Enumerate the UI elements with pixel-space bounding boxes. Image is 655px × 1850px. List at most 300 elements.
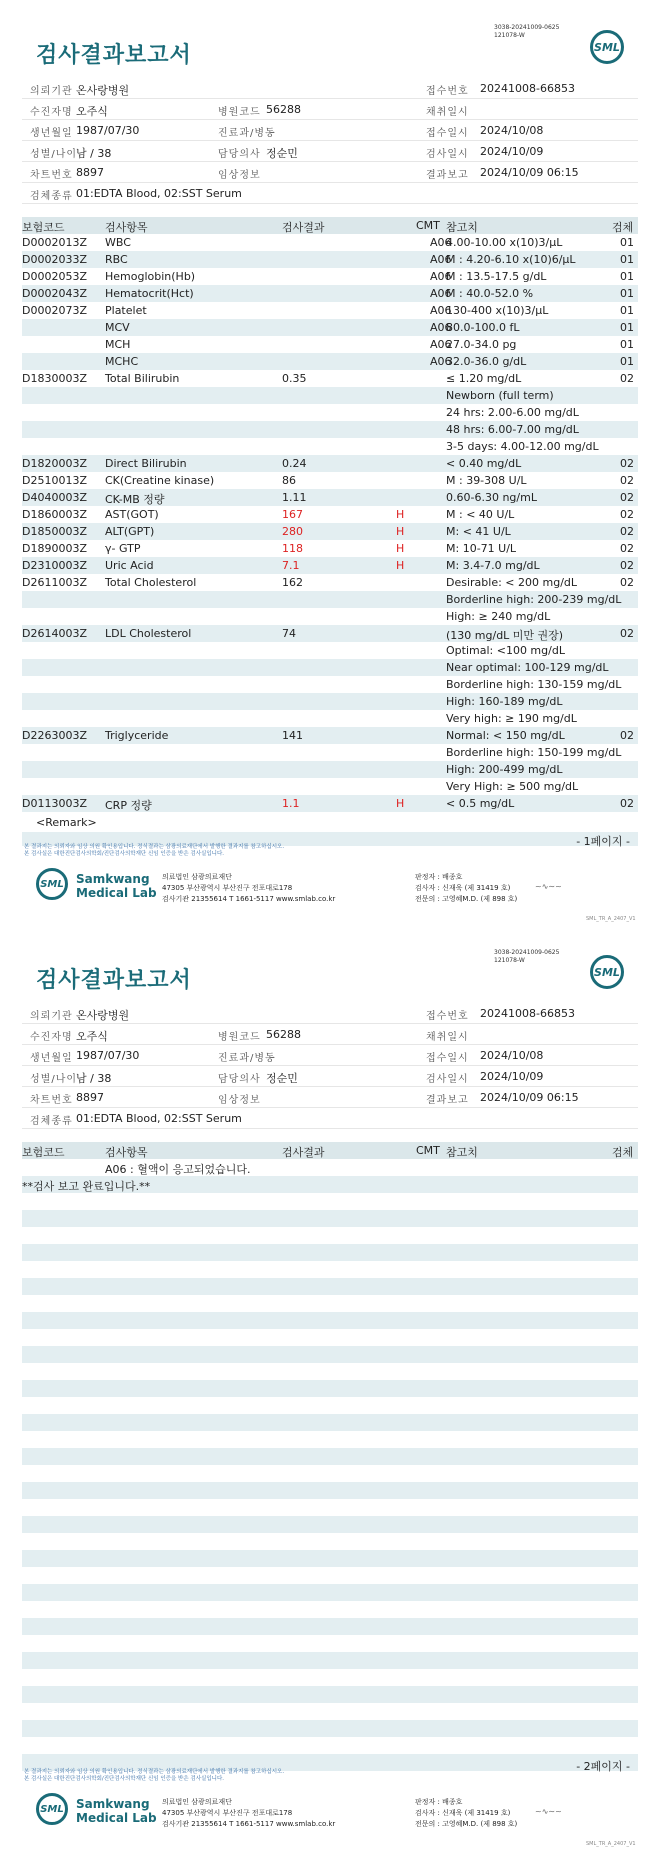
doctor-value-p2: 정순민: [266, 1072, 298, 1085]
cell-spec: 02: [620, 491, 634, 504]
cell-code: D1850003Z: [22, 525, 87, 538]
cell-cmt: A06: [430, 338, 452, 351]
cell-ref: M : 39-308 U/L: [446, 474, 527, 487]
cell-name: Triglyceride: [105, 729, 169, 742]
requester-label-p2: 의뢰기관: [30, 1011, 73, 1022]
cell-code: D0113003Z: [22, 797, 87, 810]
cell-result: 0.35: [282, 372, 307, 385]
patient-info-p2: [22, 1003, 638, 1129]
table-header: [22, 217, 638, 234]
cell-cmt: A06: [430, 321, 452, 334]
cell-spec: 02: [620, 729, 634, 742]
sml-logo-icon: SML: [590, 30, 624, 64]
footer-sign-2-p2: 검사자 : 신재욱 (제 31419 호): [415, 1809, 511, 1817]
cell-result: 86: [282, 474, 296, 487]
sexage-label-p2: 성별/나이: [30, 1074, 78, 1085]
cell-ref: Very high: ≥ 190 mg/dL: [446, 712, 577, 725]
table-row: [22, 591, 638, 608]
cell-ref: M: 10-71 U/L: [446, 542, 517, 555]
hospital-code-value-p2: 56288: [266, 1028, 301, 1041]
header-cmt-p2: CMT: [416, 1144, 440, 1157]
cell-ref: < 0.5 mg/dL: [446, 797, 515, 810]
table-row: [22, 693, 638, 710]
cell-flag: H: [396, 559, 405, 572]
table-row: [22, 642, 638, 659]
comment-text: A06 : 혈액이 응고되었습니다.: [105, 1163, 251, 1176]
footer-logo-icon: SML: [36, 868, 68, 900]
dob-value: 1987/07/30: [76, 124, 140, 137]
dob-label-p2: 생년월일: [30, 1053, 73, 1064]
blank-row: [22, 1193, 638, 1210]
header-spec-p2: 검체: [612, 1146, 634, 1159]
header-code-p2: 보험코드: [22, 1146, 65, 1159]
cell-ref: 80.0-100.0 fL: [446, 321, 520, 334]
table-row: [22, 676, 638, 693]
patient-label-p2: 수진자명: [30, 1032, 73, 1043]
blank-row: [22, 1312, 638, 1329]
complete-text: **검사 보고 완료입니다.**: [22, 1180, 151, 1193]
results-table: [22, 217, 638, 812]
table-row: [22, 659, 638, 676]
cell-name: WBC: [105, 236, 131, 249]
blank-row: [22, 1618, 638, 1635]
cell-result: 74: [282, 627, 296, 640]
patient-value: 오주식: [76, 105, 108, 118]
cell-code: D2263003Z: [22, 729, 87, 742]
cell-cmt: A06: [430, 270, 452, 283]
cell-ref: 32.0-36.0 g/dL: [446, 355, 527, 368]
cell-flag: H: [396, 542, 405, 555]
header-ref: 참고치: [446, 221, 478, 234]
table-row: [22, 778, 638, 795]
accession-value: 20241008-66853: [480, 82, 575, 95]
cell-code: D1820003Z: [22, 457, 87, 470]
header-cmt: CMT: [416, 219, 440, 232]
patient-info: [22, 78, 638, 204]
chart-value-p2: 8897: [76, 1091, 104, 1104]
cell-code: D0002013Z: [22, 236, 87, 249]
blank-row: [22, 1295, 638, 1312]
accession-label: 접수번호: [426, 86, 469, 97]
cell-name: Direct Bilirubin: [105, 457, 187, 470]
cell-ref: 3-5 days: 4.00-12.00 mg/dL: [446, 440, 599, 453]
cell-name: CK-MB 정량: [105, 493, 165, 506]
cell-name: γ- GTP: [105, 542, 141, 555]
table-body: [22, 234, 638, 812]
cell-ref: M : 13.5-17.5 g/dL: [446, 270, 547, 283]
specimen-value-p2: 01:EDTA Blood, 02:SST Serum: [76, 1112, 242, 1125]
table-row: [22, 574, 638, 591]
footer-org-1: 의료법인 삼광의료재단: [162, 873, 232, 881]
blank-row: [22, 1227, 638, 1244]
chart-label-p2: 차트번호: [30, 1095, 73, 1106]
requester-value: 온사랑병원: [76, 84, 130, 97]
complete-row: [22, 1176, 638, 1193]
table-row: [22, 625, 638, 642]
reported-value-p2: 2024/10/09 06:15: [480, 1091, 579, 1104]
footer-note-2-p2: 본 검사실은 대한진단검사의학회/진단검사의학재단 신임 인증을 받은 검사실입니다.: [24, 1776, 225, 1782]
footer-org-3: 검사기관 21355614 T 1661-5117 www.smlab.co.kr: [162, 895, 336, 903]
cell-name: RBC: [105, 253, 128, 266]
table-row: [22, 234, 638, 251]
header-spec: 검체: [612, 221, 634, 234]
sexage-value: 남 / 38: [76, 147, 112, 160]
received-label: 접수일시: [426, 128, 469, 139]
cell-code: D1860003Z: [22, 508, 87, 521]
table-row: [22, 744, 638, 761]
footer-note-1: 본 결과지는 의뢰자와 임상 의원 확인용입니다. 정식결과는 삼광의료재단에서 발행한 결과지를 참고하십시오.: [24, 844, 285, 850]
page-number-p2: - 2페이지 -: [576, 1760, 630, 1773]
cell-name: MCH: [105, 338, 131, 351]
cell-code: D0002053Z: [22, 270, 87, 283]
cell-ref: High: 200-499 mg/dL: [446, 763, 563, 776]
cell-spec: 02: [620, 627, 634, 640]
cell-result: 280: [282, 525, 303, 538]
cell-ref: M : < 40 U/L: [446, 508, 515, 521]
table-row: [22, 608, 638, 625]
table-row: [22, 710, 638, 727]
footer-brand-p2: [76, 1797, 157, 1825]
cell-spec: 01: [620, 338, 634, 351]
cell-code: D4040003Z: [22, 491, 87, 504]
cell-cmt: A06: [430, 253, 452, 266]
form-version-p2: SML_TR_A_2407_V1: [586, 1841, 636, 1847]
hospital-code-label-p2: 병원코드: [218, 1032, 261, 1043]
cell-name: ALT(GPT): [105, 525, 155, 538]
footer-logo-icon-p2: SML: [36, 1793, 68, 1825]
specimen-label: 검체종류: [30, 191, 73, 202]
blank-row: [22, 1516, 638, 1533]
collected-label: 채취일시: [426, 107, 469, 118]
cell-ref: < 0.40 mg/dL: [446, 457, 522, 470]
table-row: [22, 506, 638, 523]
table-row: [22, 336, 638, 353]
header-name-p2: 검사항목: [105, 1146, 148, 1159]
blank-row: [22, 1278, 638, 1295]
table-row: [22, 472, 638, 489]
table-row: [22, 557, 638, 574]
sexage-label: 성별/나이: [30, 149, 78, 160]
footer-notes: [24, 844, 284, 858]
footer-sign-2: 검사자 : 신재욱 (제 31419 호): [415, 884, 511, 892]
cell-cmt: A06: [430, 355, 452, 368]
cell-cmt: A06: [430, 304, 452, 317]
received-value-p2: 2024/10/08: [480, 1049, 544, 1062]
cell-name: Hemoglobin(Hb): [105, 270, 196, 283]
cell-ref: 48 hrs: 6.00-7.00 mg/dL: [446, 423, 579, 436]
cell-spec: 02: [620, 797, 634, 810]
cell-name: MCV: [105, 321, 130, 334]
table-row: [22, 319, 638, 336]
blank-row: [22, 1482, 638, 1499]
cell-ref: Desirable: < 200 mg/dL: [446, 576, 578, 589]
dob-value-p2: 1987/07/30: [76, 1049, 140, 1062]
cell-spec: 02: [620, 372, 634, 385]
footer-org-p2: [162, 1797, 335, 1830]
collected-label-p2: 채취일시: [426, 1032, 469, 1043]
cell-result: 0.24: [282, 457, 307, 470]
blank-row: [22, 1414, 638, 1431]
table-row: [22, 795, 638, 812]
report-code-line2: 121078-W: [494, 32, 525, 39]
blank-row: [22, 1380, 638, 1397]
cell-result: 7.1: [282, 559, 300, 572]
cell-ref: Borderline high: 150-199 mg/dL: [446, 746, 622, 759]
blank-row: [22, 1550, 638, 1567]
cell-ref: 0.60-6.30 ng/mL: [446, 491, 537, 504]
header-code: 보험코드: [22, 221, 65, 234]
footer-brand: [76, 872, 157, 900]
cell-ref: 4.00-10.00 x(10)3/μL: [446, 236, 563, 249]
footer-brand-2: Medical Lab: [76, 886, 157, 900]
cell-name: AST(GOT): [105, 508, 159, 521]
cell-spec: 01: [620, 270, 634, 283]
table-row: [22, 455, 638, 472]
footer-note-2: 본 검사실은 대한진단검사의학회/진단검사의학재단 신임 인증을 받은 검사실입니다.: [24, 851, 225, 857]
patient-label: 수진자명: [30, 107, 73, 118]
specimen-label-p2: 검체종류: [30, 1116, 73, 1127]
cell-ref: Newborn (full term): [446, 389, 554, 402]
report-title: 검사결과보고서: [36, 43, 192, 68]
blank-row: [22, 1499, 638, 1516]
table-row: [22, 523, 638, 540]
tested-value: 2024/10/09: [480, 145, 544, 158]
blank-row: [22, 1533, 638, 1550]
footer-signatories-p2: [415, 1797, 517, 1830]
blank-row: [22, 1686, 638, 1703]
footer-sign-1: 판정자 : 배종호: [415, 873, 463, 881]
cell-ref: ≤ 1.20 mg/dL: [446, 372, 522, 385]
cell-ref: M: < 41 U/L: [446, 525, 511, 538]
cell-spec: 01: [620, 304, 634, 317]
cell-ref: M : 4.20-6.10 x(10)6/μL: [446, 253, 576, 266]
table-row: [22, 540, 638, 557]
cell-name: Uric Acid: [105, 559, 154, 572]
cell-ref: Very High: ≥ 500 mg/dL: [446, 780, 579, 793]
doctor-label-p2: 담당의사: [218, 1074, 261, 1085]
cell-spec: 02: [620, 508, 634, 521]
cell-name: Platelet: [105, 304, 147, 317]
blank-row: [22, 1329, 638, 1346]
cell-spec: 02: [620, 576, 634, 589]
cell-flag: H: [396, 797, 405, 810]
blank-row: [22, 1397, 638, 1414]
footer-sign-3: 전문의 : 고영혜M.D. (제 898 호): [415, 895, 518, 903]
report-code: [494, 24, 559, 40]
reported-value: 2024/10/09 06:15: [480, 166, 579, 179]
form-version: SML_TR_A_2407_V1: [586, 916, 636, 922]
cell-ref: Borderline high: 130-159 mg/dL: [446, 678, 622, 691]
footer-brand-1-p2: Samkwang: [76, 1797, 150, 1811]
cell-name: Hematocrit(Hct): [105, 287, 194, 300]
table-row: [22, 387, 638, 404]
table-row: [22, 404, 638, 421]
footer-org-1-p2: 의료법인 삼광의료재단: [162, 1798, 232, 1806]
footer-signatories: [415, 872, 517, 905]
chart-label: 차트번호: [30, 170, 73, 181]
blank-row: [22, 1703, 638, 1720]
report-code-line1-p2: 3038-20241009-0625: [494, 949, 560, 956]
footer-sign-1-p2: 판정자 : 배종호: [415, 1798, 463, 1806]
cell-name: Total Bilirubin: [105, 372, 180, 385]
table-row: [22, 761, 638, 778]
header-result-p2: 검사결과: [282, 1146, 325, 1159]
cell-flag: H: [396, 508, 405, 521]
cell-code: D1830003Z: [22, 372, 87, 385]
sexage-value-p2: 남 / 38: [76, 1072, 112, 1085]
cell-spec: 01: [620, 321, 634, 334]
blank-row: [22, 1261, 638, 1278]
table-row: [22, 421, 638, 438]
cell-spec: 02: [620, 542, 634, 555]
blank-row: [22, 1210, 638, 1227]
cell-code: D2510013Z: [22, 474, 87, 487]
cell-result: 1.11: [282, 491, 307, 504]
cell-ref: Normal: < 150 mg/dL: [446, 729, 565, 742]
table-row: [22, 251, 638, 268]
footer-org: [162, 872, 335, 905]
cell-spec: 02: [620, 559, 634, 572]
cell-code: D2614003Z: [22, 627, 87, 640]
remark-label: <Remark>: [36, 816, 97, 829]
accession-value-p2: 20241008-66853: [480, 1007, 575, 1020]
table-header-p2: [22, 1142, 638, 1159]
report-title-p2: 검사결과보고서: [36, 968, 192, 993]
cell-spec: 01: [620, 287, 634, 300]
header-ref-p2: 참고치: [446, 1146, 478, 1159]
doctor-label: 담당의사: [218, 149, 261, 160]
blank-row: [22, 1448, 638, 1465]
requester-label: 의뢰기관: [30, 86, 73, 97]
table-row: [22, 268, 638, 285]
cell-result: 162: [282, 576, 303, 589]
footer-org-3-p2: 검사기관 21355614 T 1661-5117 www.smlab.co.kr: [162, 1820, 336, 1828]
cell-ref: M: 3.4-7.0 mg/dL: [446, 559, 540, 572]
blank-row: [22, 1465, 638, 1482]
blank-row: [22, 1601, 638, 1618]
cell-cmt: A06: [430, 287, 452, 300]
table-row: [22, 438, 638, 455]
table-row: [22, 370, 638, 387]
blank-row: [22, 1346, 638, 1363]
blank-row: [22, 1652, 638, 1669]
cell-code: D2611003Z: [22, 576, 87, 589]
reported-label: 결과보고: [426, 170, 469, 181]
cell-spec: 02: [620, 474, 634, 487]
cell-spec: 02: [620, 525, 634, 538]
blank-row: [22, 1720, 638, 1737]
cell-cmt: A06: [430, 236, 452, 249]
cell-spec: 02: [620, 457, 634, 470]
blank-row: [22, 1635, 638, 1652]
blank-row: [22, 1737, 638, 1754]
report-code-line1: 3038-20241009-0625: [494, 24, 560, 31]
cell-code: D0002073Z: [22, 304, 87, 317]
cell-name: CK(Creatine kinase): [105, 474, 215, 487]
cell-ref: M : 40.0-52.0 %: [446, 287, 534, 300]
cell-code: D2310003Z: [22, 559, 87, 572]
patient-value-p2: 오주식: [76, 1030, 108, 1043]
report-code-line2-p2: 121078-W: [494, 957, 525, 964]
cell-name: CRP 정량: [105, 799, 152, 812]
report-page-2: [0, 925, 655, 1850]
cell-ref: 24 hrs: 2.00-6.00 mg/dL: [446, 406, 579, 419]
chart-value: 8897: [76, 166, 104, 179]
cell-ref: 130-400 x(10)3/μL: [446, 304, 549, 317]
table-row: [22, 489, 638, 506]
footer-note-1-p2: 본 결과지는 의뢰자와 임상 의원 확인용입니다. 정식결과는 삼광의료재단에서 발행한 결과지를 참고하십시오.: [24, 1769, 285, 1775]
specimen-value: 01:EDTA Blood, 02:SST Serum: [76, 187, 242, 200]
cell-name: LDL Cholesterol: [105, 627, 192, 640]
footer-notes-p2: [24, 1769, 284, 1783]
signature-icon: ~∿∼~: [535, 882, 562, 891]
header-name: 검사항목: [105, 221, 148, 234]
footer-org-2: 47305 부산광역시 부산진구 전포대로178: [162, 884, 293, 892]
doctor-value: 정순민: [266, 147, 298, 160]
blank-rows: [22, 1193, 638, 1771]
page-number: - 1페이지 -: [576, 835, 630, 848]
blank-row: [22, 1669, 638, 1686]
cell-ref: 27.0-34.0 pg: [446, 338, 517, 351]
received-label-p2: 접수일시: [426, 1053, 469, 1064]
signature-icon-p2: ~∿∼~: [535, 1807, 562, 1816]
clinical-label: 임상정보: [218, 170, 261, 181]
cell-ref: High: 160-189 mg/dL: [446, 695, 563, 708]
footer-brand-1: Samkwang: [76, 872, 150, 886]
cell-result: 1.1: [282, 797, 300, 810]
clinical-label-p2: 임상정보: [218, 1095, 261, 1106]
footer-brand-2-p2: Medical Lab: [76, 1811, 157, 1825]
cell-ref: Optimal: <100 mg/dL: [446, 644, 565, 657]
cell-name: Total Cholesterol: [105, 576, 197, 589]
cell-spec: 01: [620, 355, 634, 368]
report-code-p2: [494, 949, 559, 965]
footer-sign-3-p2: 전문의 : 고영혜M.D. (제 898 호): [415, 1820, 518, 1828]
cell-ref: (130 mg/dL 미만 권장): [446, 629, 564, 642]
table-row: [22, 353, 638, 370]
blank-row: [22, 1567, 638, 1584]
tested-label: 검사일시: [426, 149, 469, 160]
requester-value-p2: 온사랑병원: [76, 1009, 130, 1022]
hospital-code-value: 56288: [266, 103, 301, 116]
dob-label: 생년월일: [30, 128, 73, 139]
cell-spec: 01: [620, 253, 634, 266]
results-table-p2: [22, 1142, 638, 1771]
blank-row: [22, 1244, 638, 1261]
cell-flag: H: [396, 525, 405, 538]
header-result: 검사결과: [282, 221, 325, 234]
cell-ref: High: ≥ 240 mg/dL: [446, 610, 551, 623]
table-row: [22, 727, 638, 744]
cell-result: 118: [282, 542, 303, 555]
blank-row: [22, 1431, 638, 1448]
dept-label: 진료과/병동: [218, 128, 276, 139]
sml-logo-icon-p2: SML: [590, 955, 624, 989]
cell-result: 167: [282, 508, 303, 521]
table-row: [22, 302, 638, 319]
comment-row: [22, 1159, 638, 1176]
reported-label-p2: 결과보고: [426, 1095, 469, 1106]
tested-label-p2: 검사일시: [426, 1074, 469, 1085]
accession-label-p2: 접수번호: [426, 1011, 469, 1022]
blank-row: [22, 1363, 638, 1380]
dept-label-p2: 진료과/병동: [218, 1053, 276, 1064]
cell-ref: Near optimal: 100-129 mg/dL: [446, 661, 609, 674]
cell-code: D0002043Z: [22, 287, 87, 300]
footer-org-2-p2: 47305 부산광역시 부산진구 전포대로178: [162, 1809, 293, 1817]
cell-result: 141: [282, 729, 303, 742]
received-value: 2024/10/08: [480, 124, 544, 137]
